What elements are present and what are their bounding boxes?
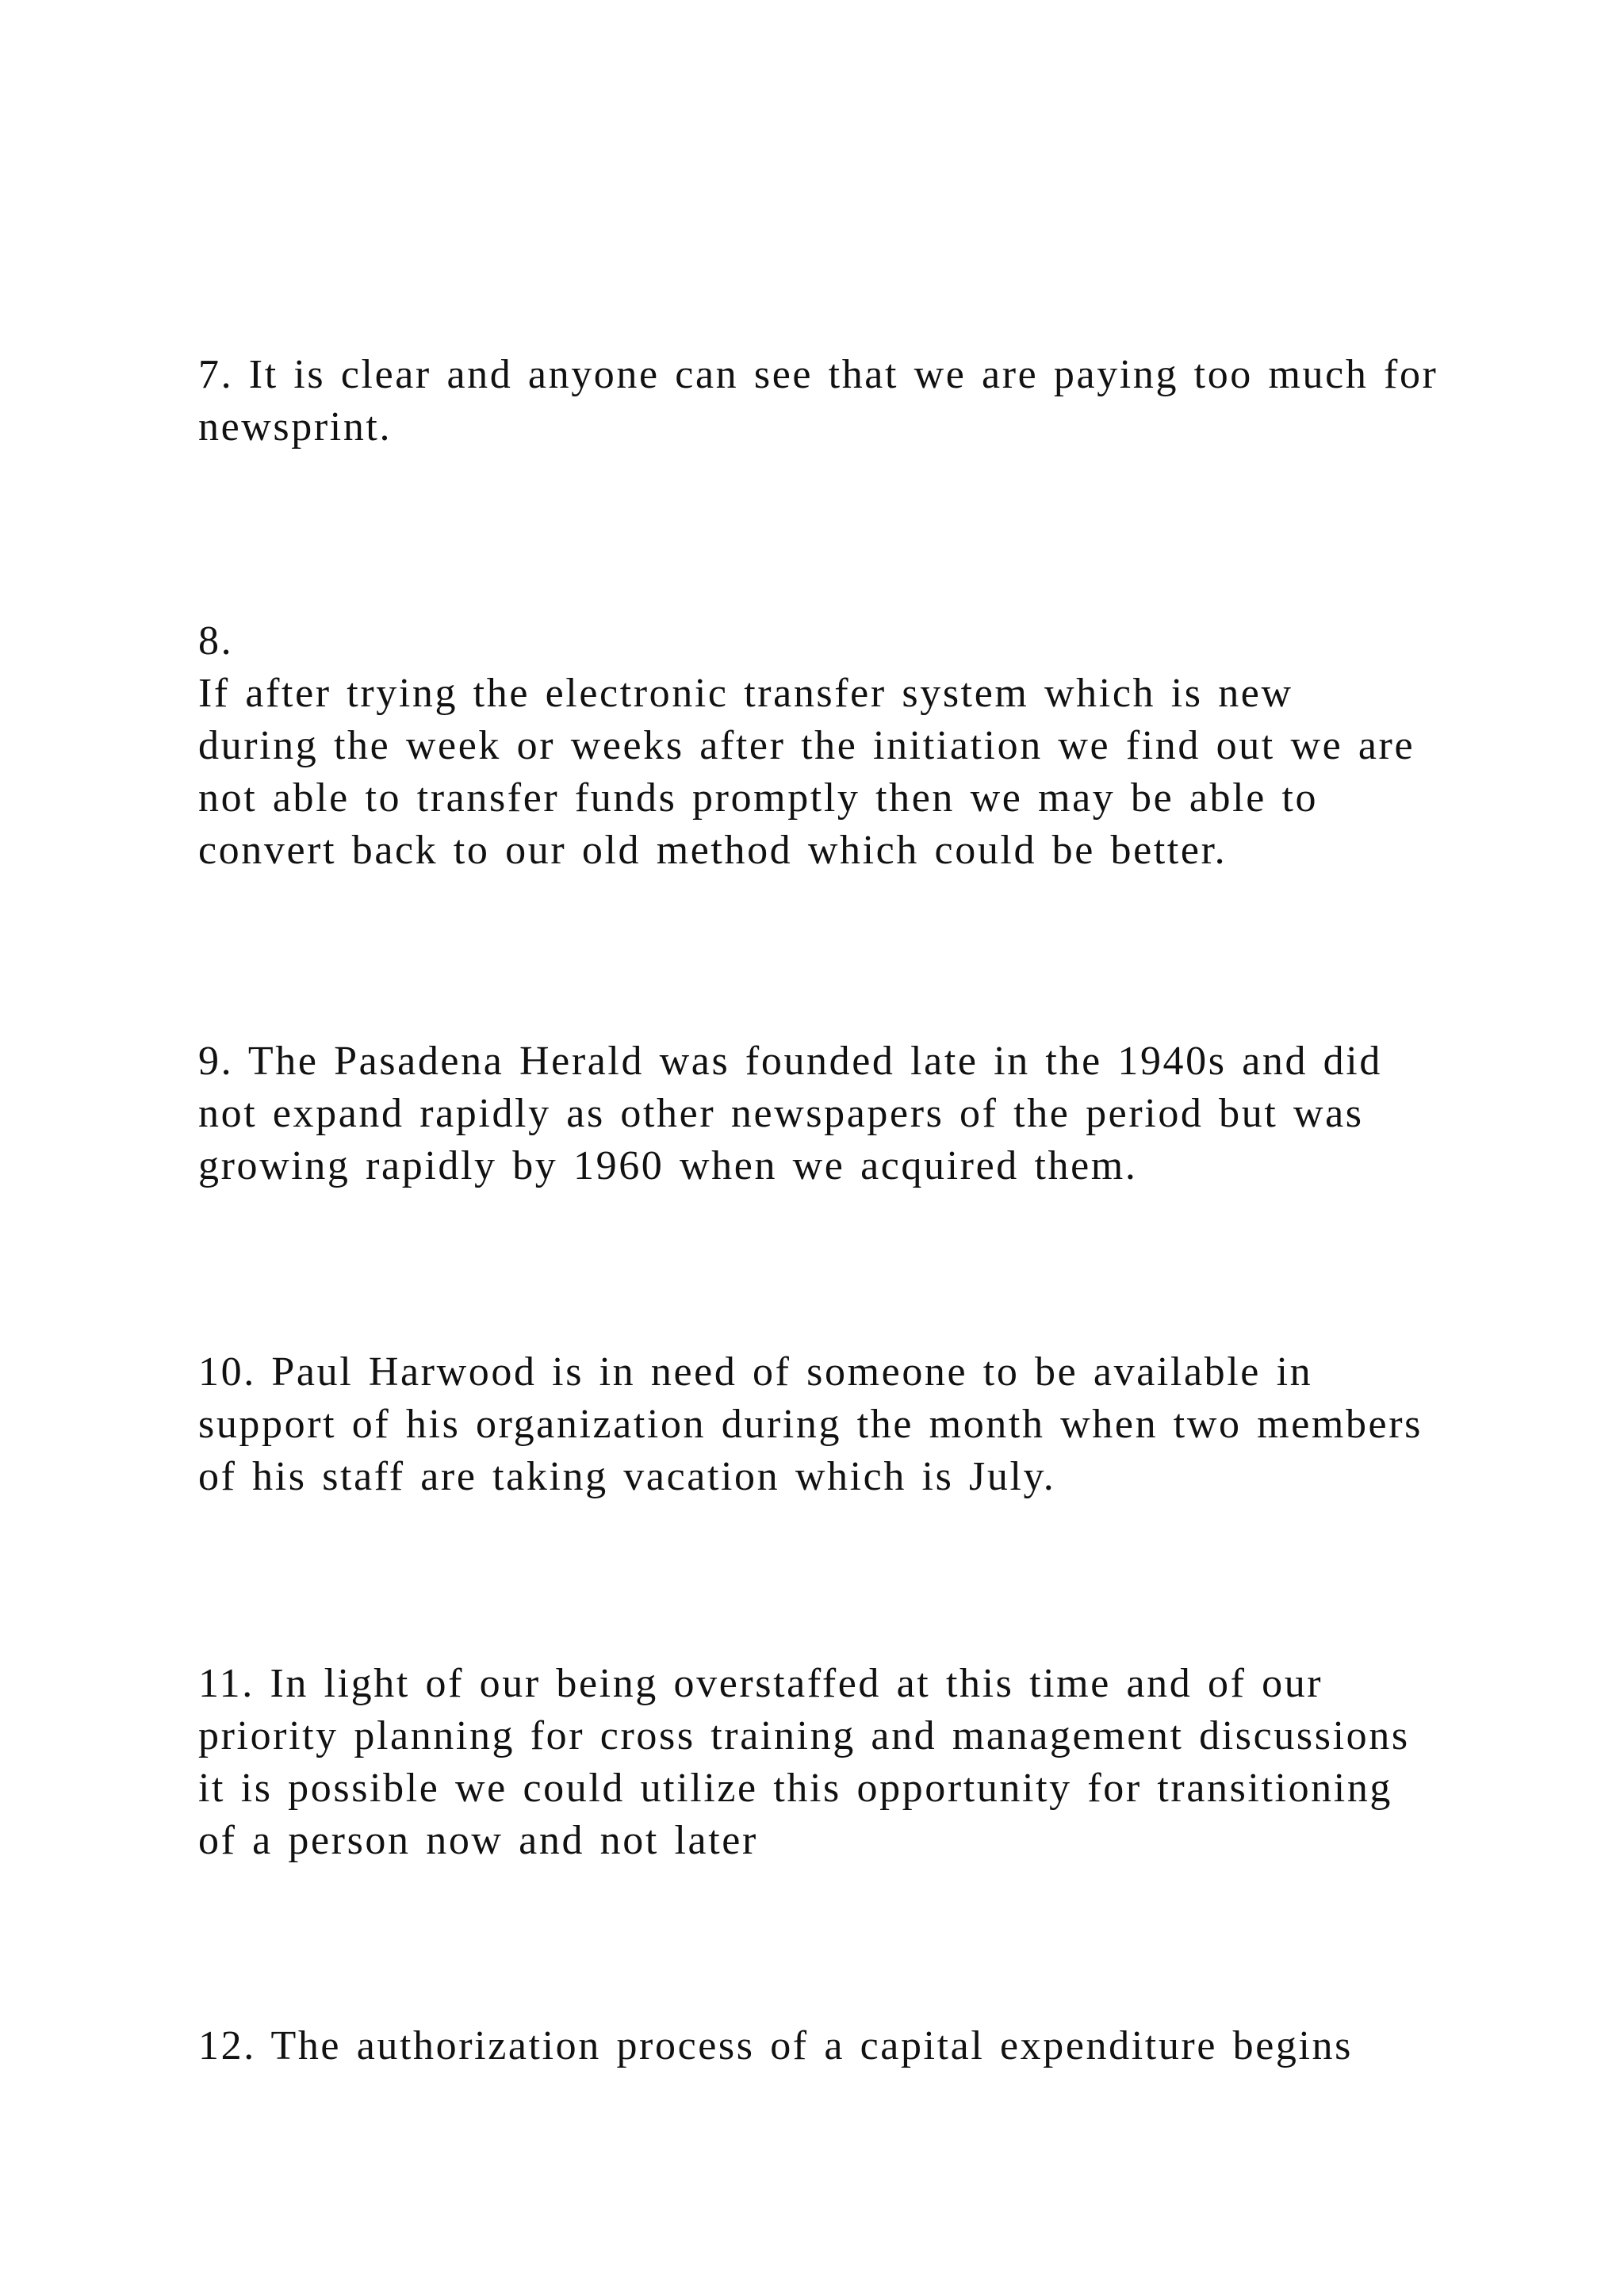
- paragraph-item-7: 7. It is clear and anyone can see that we are paying too much for newsprint.: [198, 352, 1438, 450]
- paragraph-item-11: 11. In light of our being overstaffed at this time and of our priority planning for cross training and management discussions it is possible we could utilize this opportunity for transitioning of a person now and not later: [198, 1661, 1410, 1863]
- item-8-number: 8.: [198, 618, 234, 664]
- paragraph-item-12: 12. The authorization process of a capital expenditure begins: [198, 2023, 1353, 2068]
- paragraph-item-10: 10. Paul Harwood is in need of someone to be available in support of his organization during the month when two members of his staff are taking vacation which is July.: [198, 1349, 1423, 1499]
- paragraph-item-8: If after trying the electronic transfer system which is new during the week or weeks after the initiation we find out we are not able to transfer funds promptly then we may be able to convert back to our old method which could be better.: [198, 671, 1415, 873]
- paragraph-item-9: 9. The Pasadena Herald was founded late in the 1940s and did not expand rapidly as other newspapers of the period but was growing rapidly by 1960 when we acquired them.: [198, 1039, 1382, 1188]
